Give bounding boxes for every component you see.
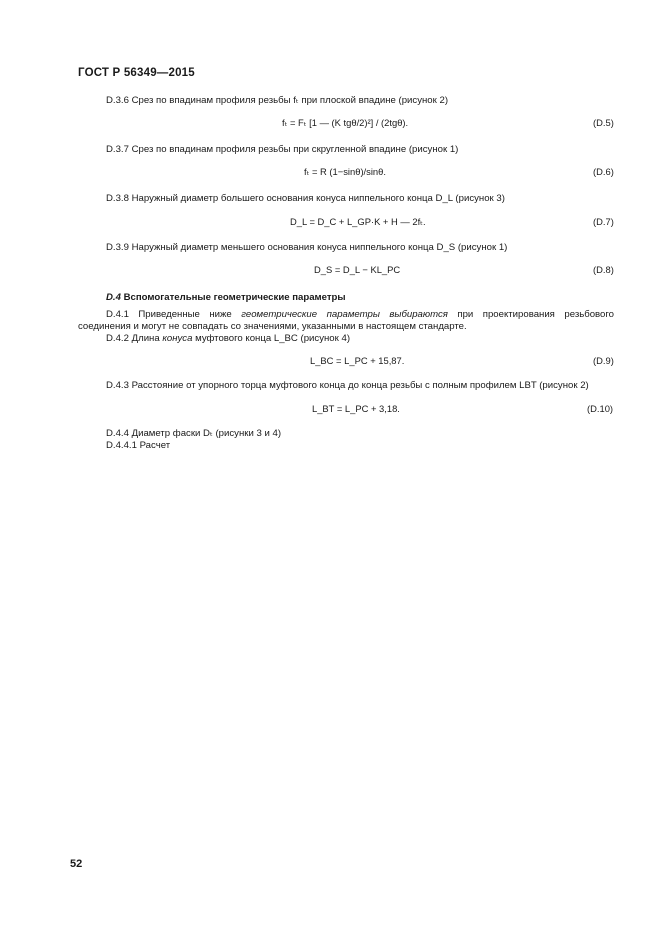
paragraph-d42 xyxy=(106,333,350,345)
caption-d36: D.3.6 Срез по впадинам профиля резьбы fₜ при плоской впадине (рисунок 2) xyxy=(106,95,449,106)
paragraph-d441: D.4.4.1 Расчет xyxy=(106,440,171,451)
equation-number-d6: (D.6) xyxy=(593,166,614,177)
paragraph-d41-start: D.4.1 Приведенные ниже xyxy=(106,309,232,320)
document-header: ГОСТ Р 56349—2015 xyxy=(78,67,195,79)
caption-d38: D.3.8 Наружный диаметр большего основания конуса ниппельного конца D_L (рисунок 3) xyxy=(106,193,505,204)
caption-d37: D.3.7 Срез по впадинам профиля резьбы при скругленной впадине (рисунок 1) xyxy=(106,144,459,155)
section-title: Вспомогательные геометрические параметры xyxy=(123,292,346,303)
paragraph-d43: D.4.3 Расстояние от упорного торца муфтового конца до конца резьбы с полным профилем LBT (рисунок 2) xyxy=(106,380,589,391)
paragraph-d42-italic: конуса xyxy=(162,333,193,344)
equation-d6: fₜ = R (1−sinθ)/sinθ. xyxy=(304,166,386,177)
equation-number-d8: (D.8) xyxy=(593,264,614,275)
equation-d9: L_BC = L_PC + 15,87. xyxy=(310,355,405,366)
equation-number-d7: (D.7) xyxy=(593,216,614,227)
paragraph-d44: D.4.4 Диаметр фаски Dₜ (рисунки 3 и 4) xyxy=(106,428,282,439)
equation-number-d10: (D.10) xyxy=(587,403,614,414)
paragraph-d41-italic: геометрические параметры выбираются xyxy=(241,309,448,320)
equation-d10: L_BT = L_PC + 3,18. xyxy=(312,403,400,414)
section-number: D.4 xyxy=(106,292,121,303)
paragraph-d41 xyxy=(78,309,614,333)
caption-d39: D.3.9 Наружный диаметр меньшего основания конуса ниппельного конца D_S (рисунок 1) xyxy=(106,242,508,253)
page-number: 52 xyxy=(70,858,83,870)
section-heading xyxy=(106,292,346,304)
equation-d8: D_S = D_L − KL_PC xyxy=(314,264,401,275)
equation-number-d5: (D.5) xyxy=(593,117,614,128)
paragraph-d42-end: муфтового конца L_BC (рисунок 4) xyxy=(195,333,351,344)
equation-number-d9: (D.9) xyxy=(593,355,614,366)
paragraph-d41-end: при проектирования резьбового соединения и могут не совпадать со значениями, указанными в настоящем стандарте. xyxy=(78,309,614,332)
equation-d7: D_L = D_C + L_GP·K + H — 2fₜ. xyxy=(290,216,426,227)
equation-d5: fₜ = Fₜ [1 — (K tgθ/2)²] / (2tgθ). xyxy=(282,117,409,128)
paragraph-d42-start: D.4.2 Длина xyxy=(106,333,160,344)
